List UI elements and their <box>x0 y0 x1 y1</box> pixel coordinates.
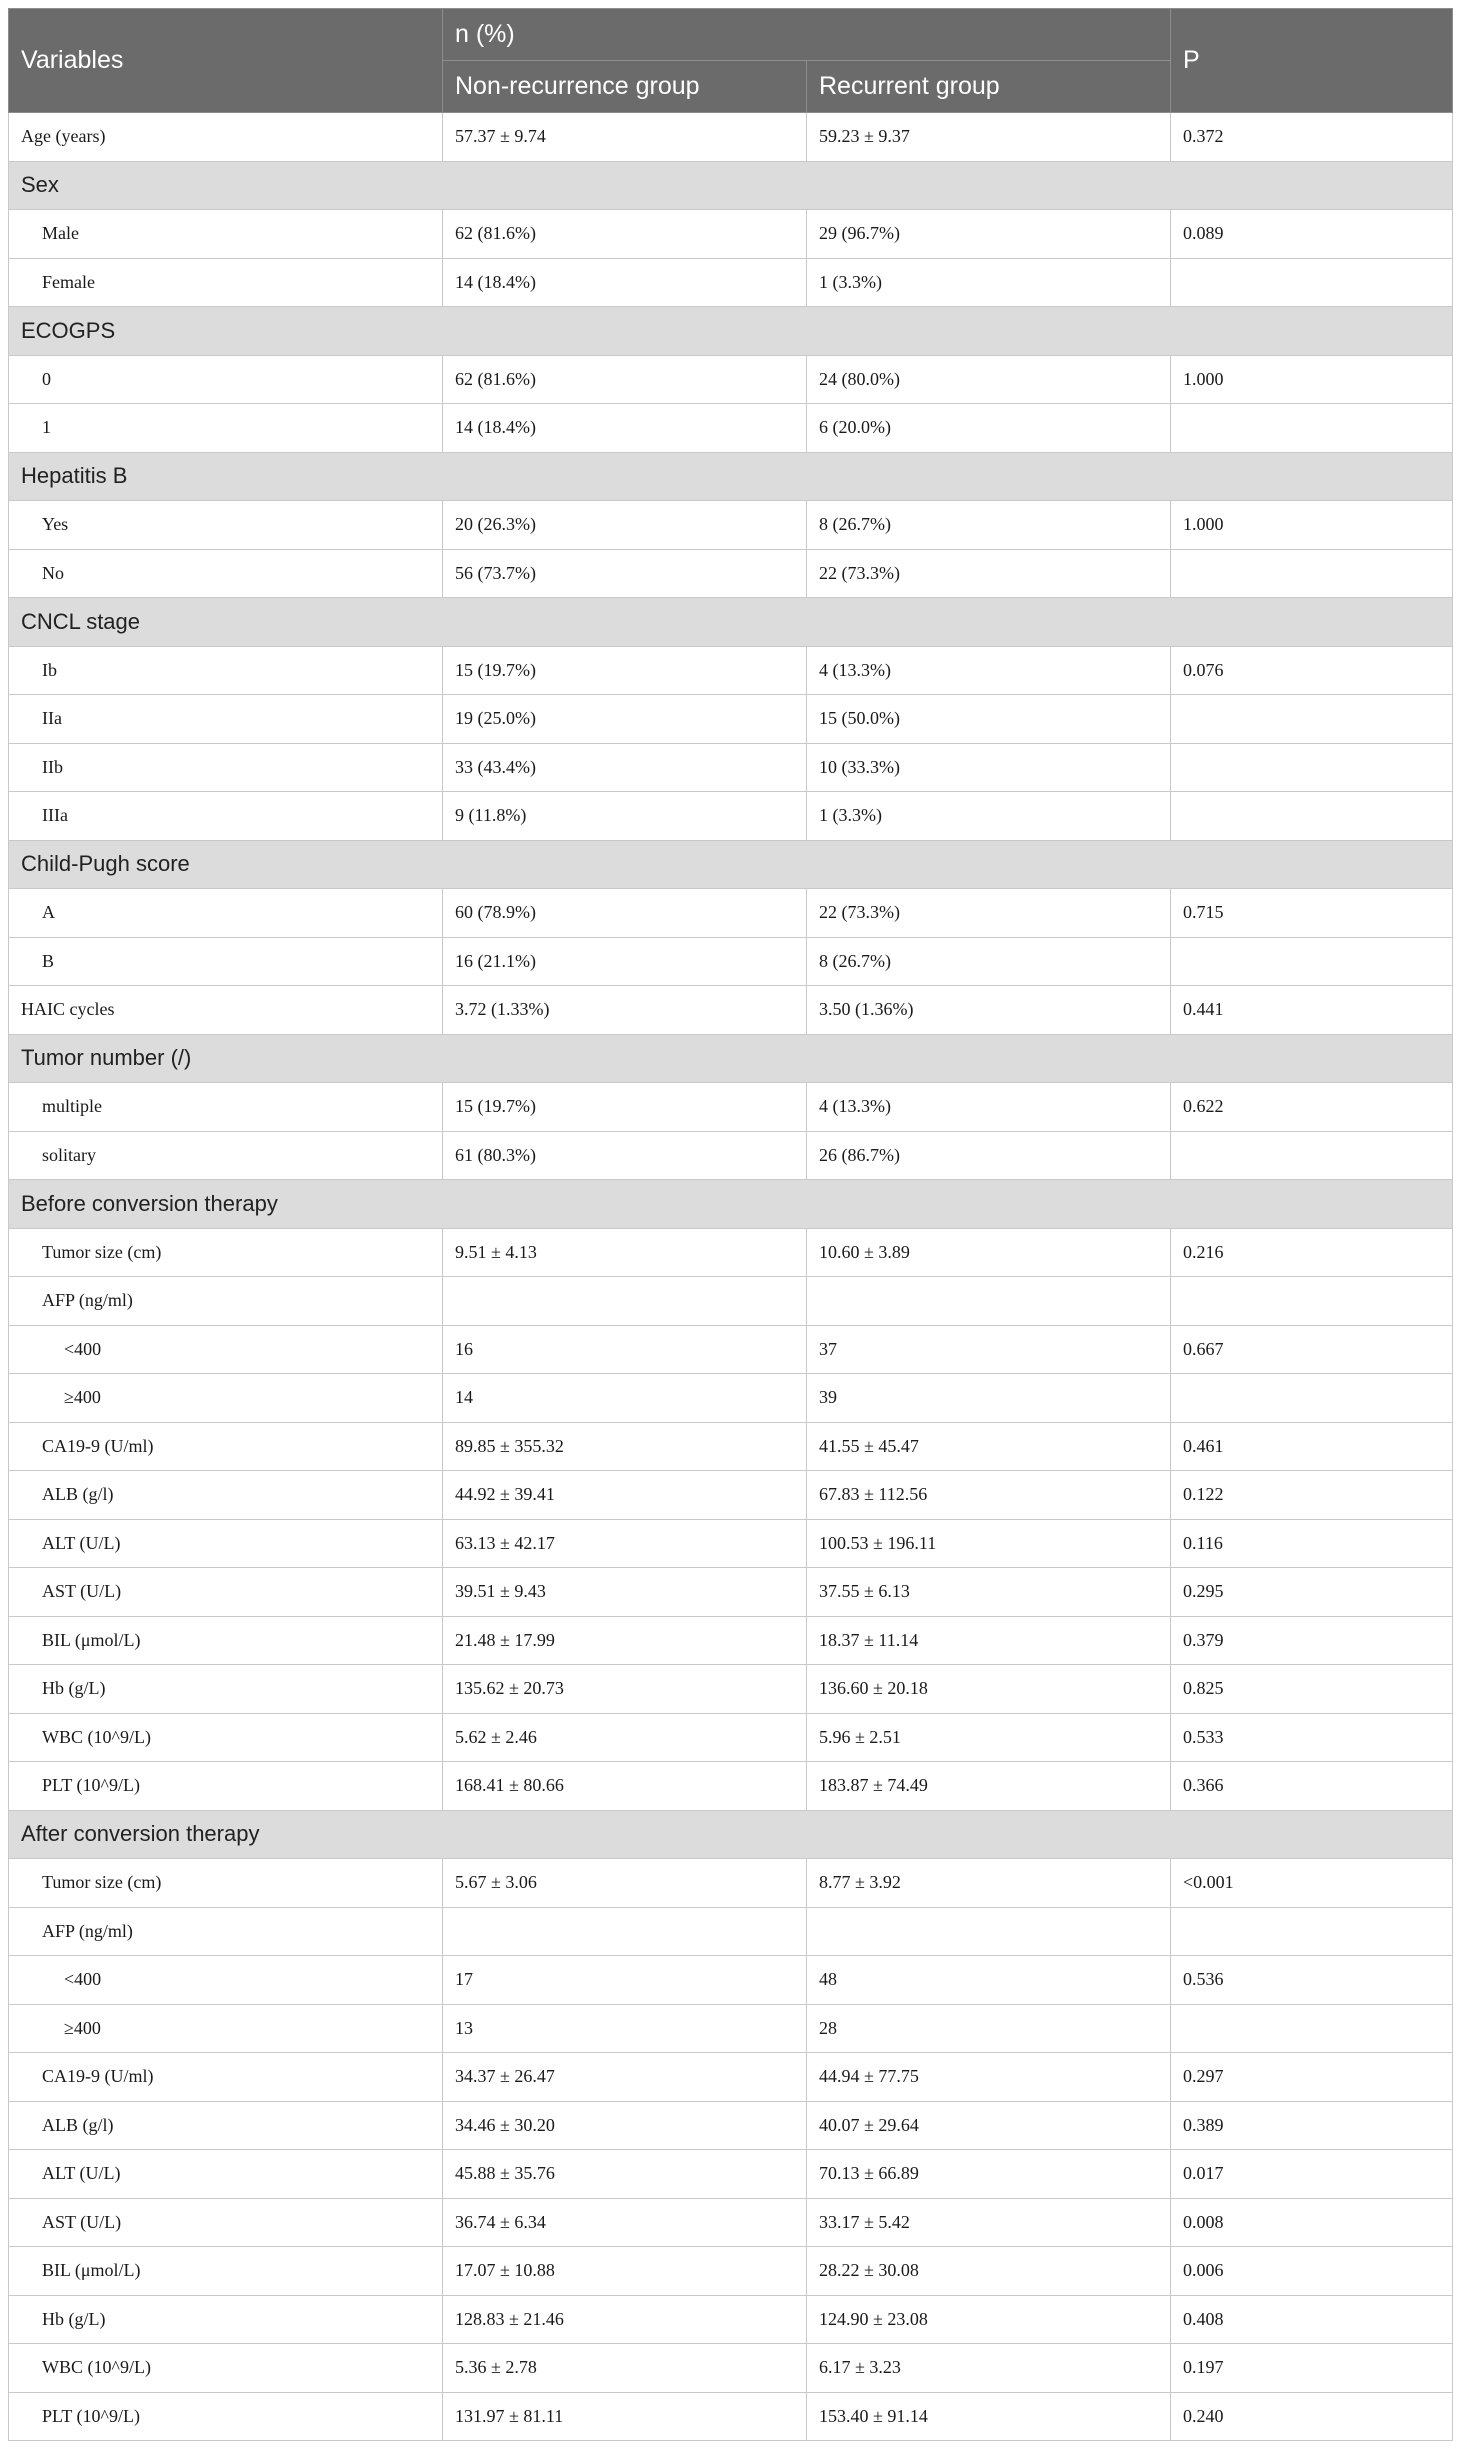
p-value-cell: 0.366 <box>1171 1762 1453 1811</box>
section-label: Hepatitis B <box>9 452 1453 501</box>
non-recurrence-cell: 9 (11.8%) <box>443 792 807 841</box>
p-value-cell: 0.372 <box>1171 113 1453 162</box>
table-row <box>9 1131 1453 1180</box>
non-recurrence-cell: 135.62 ± 20.73 <box>443 1665 807 1714</box>
variable-cell: B <box>9 937 443 986</box>
section-label: After conversion therapy <box>9 1810 1453 1859</box>
table-row <box>9 258 1453 307</box>
table-header <box>9 9 1453 113</box>
table-row <box>9 695 1453 744</box>
variable-cell: PLT (10^9/L) <box>9 2392 443 2441</box>
section-label: CNCL stage <box>9 598 1453 647</box>
variable-cell: Ib <box>9 646 443 695</box>
p-value-cell: 0.533 <box>1171 1713 1453 1762</box>
table-row <box>9 889 1453 938</box>
table-row <box>9 1471 1453 1520</box>
p-value-cell <box>1171 258 1453 307</box>
non-recurrence-cell: 57.37 ± 9.74 <box>443 113 807 162</box>
non-recurrence-cell: 34.37 ± 26.47 <box>443 2053 807 2102</box>
variable-cell: ALB (g/l) <box>9 2101 443 2150</box>
p-value-cell: 0.295 <box>1171 1568 1453 1617</box>
section-label: Sex <box>9 161 1453 210</box>
non-recurrence-cell: 5.36 ± 2.78 <box>443 2344 807 2393</box>
section-label: Before conversion therapy <box>9 1180 1453 1229</box>
variable-cell: BIL (μmol/L) <box>9 2247 443 2296</box>
variable-cell: PLT (10^9/L) <box>9 1762 443 1811</box>
recurrent-cell: 4 (13.3%) <box>807 1083 1171 1132</box>
p-value-cell: 0.715 <box>1171 889 1453 938</box>
section-label: ECOGPS <box>9 307 1453 356</box>
recurrent-cell: 10 (33.3%) <box>807 743 1171 792</box>
recurrent-cell: 44.94 ± 77.75 <box>807 2053 1171 2102</box>
variable-cell: WBC (10^9/L) <box>9 2344 443 2393</box>
non-recurrence-cell <box>443 1277 807 1326</box>
p-value-cell <box>1171 2004 1453 2053</box>
p-value-cell <box>1171 1374 1453 1423</box>
p-value-cell: 0.825 <box>1171 1665 1453 1714</box>
p-value-cell <box>1171 1277 1453 1326</box>
recurrent-cell: 8.77 ± 3.92 <box>807 1859 1171 1908</box>
p-value-cell: 0.441 <box>1171 986 1453 1035</box>
non-recurrence-cell: 61 (80.3%) <box>443 1131 807 1180</box>
recurrent-cell: 6 (20.0%) <box>807 404 1171 453</box>
p-value-cell: 0.017 <box>1171 2150 1453 2199</box>
variable-cell: multiple <box>9 1083 443 1132</box>
table-row <box>9 1956 1453 2005</box>
recurrent-cell: 22 (73.3%) <box>807 549 1171 598</box>
non-recurrence-cell: 17 <box>443 1956 807 2005</box>
variable-cell: AFP (ng/ml) <box>9 1907 443 1956</box>
recurrent-cell: 136.60 ± 20.18 <box>807 1665 1171 1714</box>
non-recurrence-cell: 56 (73.7%) <box>443 549 807 598</box>
variable-cell: ≥400 <box>9 2004 443 2053</box>
p-value-cell <box>1171 743 1453 792</box>
non-recurrence-cell: 63.13 ± 42.17 <box>443 1519 807 1568</box>
non-recurrence-cell: 39.51 ± 9.43 <box>443 1568 807 1617</box>
table-row <box>9 549 1453 598</box>
variable-cell: Age (years) <box>9 113 443 162</box>
table-row <box>9 501 1453 550</box>
p-value-cell: 0.122 <box>1171 1471 1453 1520</box>
non-recurrence-cell: 15 (19.7%) <box>443 1083 807 1132</box>
section-header-row <box>9 307 1453 356</box>
p-value-cell: 0.408 <box>1171 2295 1453 2344</box>
recurrent-cell: 48 <box>807 1956 1171 2005</box>
variable-cell: Tumor size (cm) <box>9 1228 443 1277</box>
variable-cell: 1 <box>9 404 443 453</box>
non-recurrence-cell: 20 (26.3%) <box>443 501 807 550</box>
recurrent-cell: 33.17 ± 5.42 <box>807 2198 1171 2247</box>
non-recurrence-cell: 131.97 ± 81.11 <box>443 2392 807 2441</box>
variable-cell: <400 <box>9 1956 443 2005</box>
recurrent-cell: 40.07 ± 29.64 <box>807 2101 1171 2150</box>
recurrent-cell: 124.90 ± 23.08 <box>807 2295 1171 2344</box>
variable-cell: ≥400 <box>9 1374 443 1423</box>
non-recurrence-cell: 34.46 ± 30.20 <box>443 2101 807 2150</box>
variable-cell: IIa <box>9 695 443 744</box>
recurrent-cell: 70.13 ± 66.89 <box>807 2150 1171 2199</box>
variable-cell: Yes <box>9 501 443 550</box>
p-value-cell <box>1171 792 1453 841</box>
recurrent-cell: 8 (26.7%) <box>807 937 1171 986</box>
p-value-cell: 0.006 <box>1171 2247 1453 2296</box>
non-recurrence-cell <box>443 1907 807 1956</box>
variable-cell: ALB (g/l) <box>9 1471 443 1520</box>
p-value-cell: 0.389 <box>1171 2101 1453 2150</box>
table-row <box>9 2392 1453 2441</box>
variable-cell: IIb <box>9 743 443 792</box>
non-recurrence-cell: 19 (25.0%) <box>443 695 807 744</box>
recurrent-cell: 15 (50.0%) <box>807 695 1171 744</box>
variable-cell: IIIa <box>9 792 443 841</box>
variable-cell: HAIC cycles <box>9 986 443 1035</box>
recurrent-cell <box>807 1907 1171 1956</box>
table-row <box>9 2150 1453 2199</box>
table-row <box>9 2053 1453 2102</box>
variable-cell: AST (U/L) <box>9 2198 443 2247</box>
section-header-row <box>9 1180 1453 1229</box>
table-row <box>9 1762 1453 1811</box>
non-recurrence-cell: 21.48 ± 17.99 <box>443 1616 807 1665</box>
p-value-cell: 0.116 <box>1171 1519 1453 1568</box>
table-row <box>9 113 1453 162</box>
non-recurrence-cell: 9.51 ± 4.13 <box>443 1228 807 1277</box>
table-row <box>9 986 1453 1035</box>
variable-cell: Hb (g/L) <box>9 2295 443 2344</box>
non-recurrence-cell: 16 <box>443 1325 807 1374</box>
table-row <box>9 2198 1453 2247</box>
variable-cell: Male <box>9 210 443 259</box>
p-value-cell: 0.622 <box>1171 1083 1453 1132</box>
p-value-cell: 1.000 <box>1171 501 1453 550</box>
table-row <box>9 2247 1453 2296</box>
section-label: Tumor number (/) <box>9 1034 1453 1083</box>
p-value-cell: 0.216 <box>1171 1228 1453 1277</box>
variable-cell: Hb (g/L) <box>9 1665 443 1714</box>
p-value-cell: 0.297 <box>1171 2053 1453 2102</box>
p-value-cell <box>1171 549 1453 598</box>
recurrent-cell: 39 <box>807 1374 1171 1423</box>
recurrent-cell: 26 (86.7%) <box>807 1131 1171 1180</box>
recurrent-cell: 18.37 ± 11.14 <box>807 1616 1171 1665</box>
table-row <box>9 1277 1453 1326</box>
non-recurrence-cell: 14 <box>443 1374 807 1423</box>
table-row <box>9 1422 1453 1471</box>
table-row <box>9 1568 1453 1617</box>
table-row <box>9 1519 1453 1568</box>
recurrent-cell: 24 (80.0%) <box>807 355 1171 404</box>
non-recurrence-cell: 13 <box>443 2004 807 2053</box>
recurrent-cell: 1 (3.3%) <box>807 792 1171 841</box>
p-value-cell: 1.000 <box>1171 355 1453 404</box>
table-row <box>9 646 1453 695</box>
table-row <box>9 355 1453 404</box>
recurrent-cell <box>807 1277 1171 1326</box>
section-label: Child-Pugh score <box>9 840 1453 889</box>
table-body <box>9 113 1453 2441</box>
p-value-cell <box>1171 695 1453 744</box>
table-row <box>9 1228 1453 1277</box>
recurrent-cell: 28 <box>807 2004 1171 2053</box>
table-row <box>9 2004 1453 2053</box>
recurrent-cell: 28.22 ± 30.08 <box>807 2247 1171 2296</box>
table-row <box>9 1083 1453 1132</box>
variable-cell: AFP (ng/ml) <box>9 1277 443 1326</box>
table-row <box>9 2295 1453 2344</box>
p-value-cell: 0.076 <box>1171 646 1453 695</box>
variable-cell: Tumor size (cm) <box>9 1859 443 1908</box>
variable-cell: Female <box>9 258 443 307</box>
table-row <box>9 2344 1453 2393</box>
table-row <box>9 1713 1453 1762</box>
non-recurrence-cell: 14 (18.4%) <box>443 404 807 453</box>
non-recurrence-cell: 62 (81.6%) <box>443 355 807 404</box>
section-header-row <box>9 840 1453 889</box>
non-recurrence-cell: 16 (21.1%) <box>443 937 807 986</box>
recurrent-cell: 10.60 ± 3.89 <box>807 1228 1171 1277</box>
p-value-cell: 0.461 <box>1171 1422 1453 1471</box>
non-recurrence-cell: 168.41 ± 80.66 <box>443 1762 807 1811</box>
section-header-row <box>9 598 1453 647</box>
non-recurrence-cell: 5.67 ± 3.06 <box>443 1859 807 1908</box>
p-value-cell: 0.089 <box>1171 210 1453 259</box>
header-n-pct: n (%) <box>443 9 1171 61</box>
table-row <box>9 2101 1453 2150</box>
non-recurrence-cell: 33 (43.4%) <box>443 743 807 792</box>
recurrent-cell: 37 <box>807 1325 1171 1374</box>
non-recurrence-cell: 44.92 ± 39.41 <box>443 1471 807 1520</box>
table-row <box>9 937 1453 986</box>
variable-cell: No <box>9 549 443 598</box>
header-variables: Variables <box>9 9 443 113</box>
recurrent-cell: 29 (96.7%) <box>807 210 1171 259</box>
section-header-row <box>9 452 1453 501</box>
section-header-row <box>9 1810 1453 1859</box>
recurrent-cell: 67.83 ± 112.56 <box>807 1471 1171 1520</box>
non-recurrence-cell: 14 (18.4%) <box>443 258 807 307</box>
p-value-cell <box>1171 404 1453 453</box>
p-value-cell: 0.536 <box>1171 1956 1453 2005</box>
p-value-cell <box>1171 937 1453 986</box>
header-recurrent: Recurrent group <box>807 61 1171 113</box>
section-header-row <box>9 1034 1453 1083</box>
p-value-cell: 0.379 <box>1171 1616 1453 1665</box>
variable-cell: WBC (10^9/L) <box>9 1713 443 1762</box>
recurrent-cell: 5.96 ± 2.51 <box>807 1713 1171 1762</box>
non-recurrence-cell: 128.83 ± 21.46 <box>443 2295 807 2344</box>
p-value-cell: 0.240 <box>1171 2392 1453 2441</box>
non-recurrence-cell: 17.07 ± 10.88 <box>443 2247 807 2296</box>
table-row <box>9 792 1453 841</box>
recurrent-cell: 37.55 ± 6.13 <box>807 1568 1171 1617</box>
recurrent-cell: 59.23 ± 9.37 <box>807 113 1171 162</box>
variable-cell: ALT (U/L) <box>9 1519 443 1568</box>
variable-cell: ALT (U/L) <box>9 2150 443 2199</box>
non-recurrence-cell: 3.72 (1.33%) <box>443 986 807 1035</box>
table-row <box>9 1616 1453 1665</box>
p-value-cell: 0.197 <box>1171 2344 1453 2393</box>
p-value-cell: <0.001 <box>1171 1859 1453 1908</box>
table-row <box>9 404 1453 453</box>
section-header-row <box>9 161 1453 210</box>
non-recurrence-cell: 5.62 ± 2.46 <box>443 1713 807 1762</box>
table-row <box>9 210 1453 259</box>
variable-cell: CA19-9 (U/ml) <box>9 2053 443 2102</box>
table-row <box>9 1665 1453 1714</box>
recurrent-cell: 8 (26.7%) <box>807 501 1171 550</box>
table-row <box>9 1325 1453 1374</box>
non-recurrence-cell: 45.88 ± 35.76 <box>443 2150 807 2199</box>
p-value-cell: 0.667 <box>1171 1325 1453 1374</box>
table-row <box>9 1859 1453 1908</box>
non-recurrence-cell: 15 (19.7%) <box>443 646 807 695</box>
recurrent-cell: 100.53 ± 196.11 <box>807 1519 1171 1568</box>
recurrent-cell: 6.17 ± 3.23 <box>807 2344 1171 2393</box>
recurrent-cell: 41.55 ± 45.47 <box>807 1422 1171 1471</box>
table-row <box>9 1374 1453 1423</box>
data-table <box>8 8 1453 2441</box>
variable-cell: BIL (μmol/L) <box>9 1616 443 1665</box>
non-recurrence-cell: 36.74 ± 6.34 <box>443 2198 807 2247</box>
p-value-cell <box>1171 1131 1453 1180</box>
table-row <box>9 743 1453 792</box>
p-value-cell <box>1171 1907 1453 1956</box>
variable-cell: AST (U/L) <box>9 1568 443 1617</box>
recurrent-cell: 22 (73.3%) <box>807 889 1171 938</box>
non-recurrence-cell: 89.85 ± 355.32 <box>443 1422 807 1471</box>
recurrent-cell: 1 (3.3%) <box>807 258 1171 307</box>
recurrent-cell: 153.40 ± 91.14 <box>807 2392 1171 2441</box>
p-value-cell: 0.008 <box>1171 2198 1453 2247</box>
recurrent-cell: 183.87 ± 74.49 <box>807 1762 1171 1811</box>
variable-cell: CA19-9 (U/ml) <box>9 1422 443 1471</box>
recurrent-cell: 4 (13.3%) <box>807 646 1171 695</box>
variable-cell: A <box>9 889 443 938</box>
non-recurrence-cell: 60 (78.9%) <box>443 889 807 938</box>
header-p: P <box>1171 9 1453 113</box>
recurrent-cell: 3.50 (1.36%) <box>807 986 1171 1035</box>
header-non-recurrence: Non-recurrence group <box>443 61 807 113</box>
variable-cell: <400 <box>9 1325 443 1374</box>
table-row <box>9 1907 1453 1956</box>
non-recurrence-cell: 62 (81.6%) <box>443 210 807 259</box>
variable-cell: solitary <box>9 1131 443 1180</box>
variable-cell: 0 <box>9 355 443 404</box>
